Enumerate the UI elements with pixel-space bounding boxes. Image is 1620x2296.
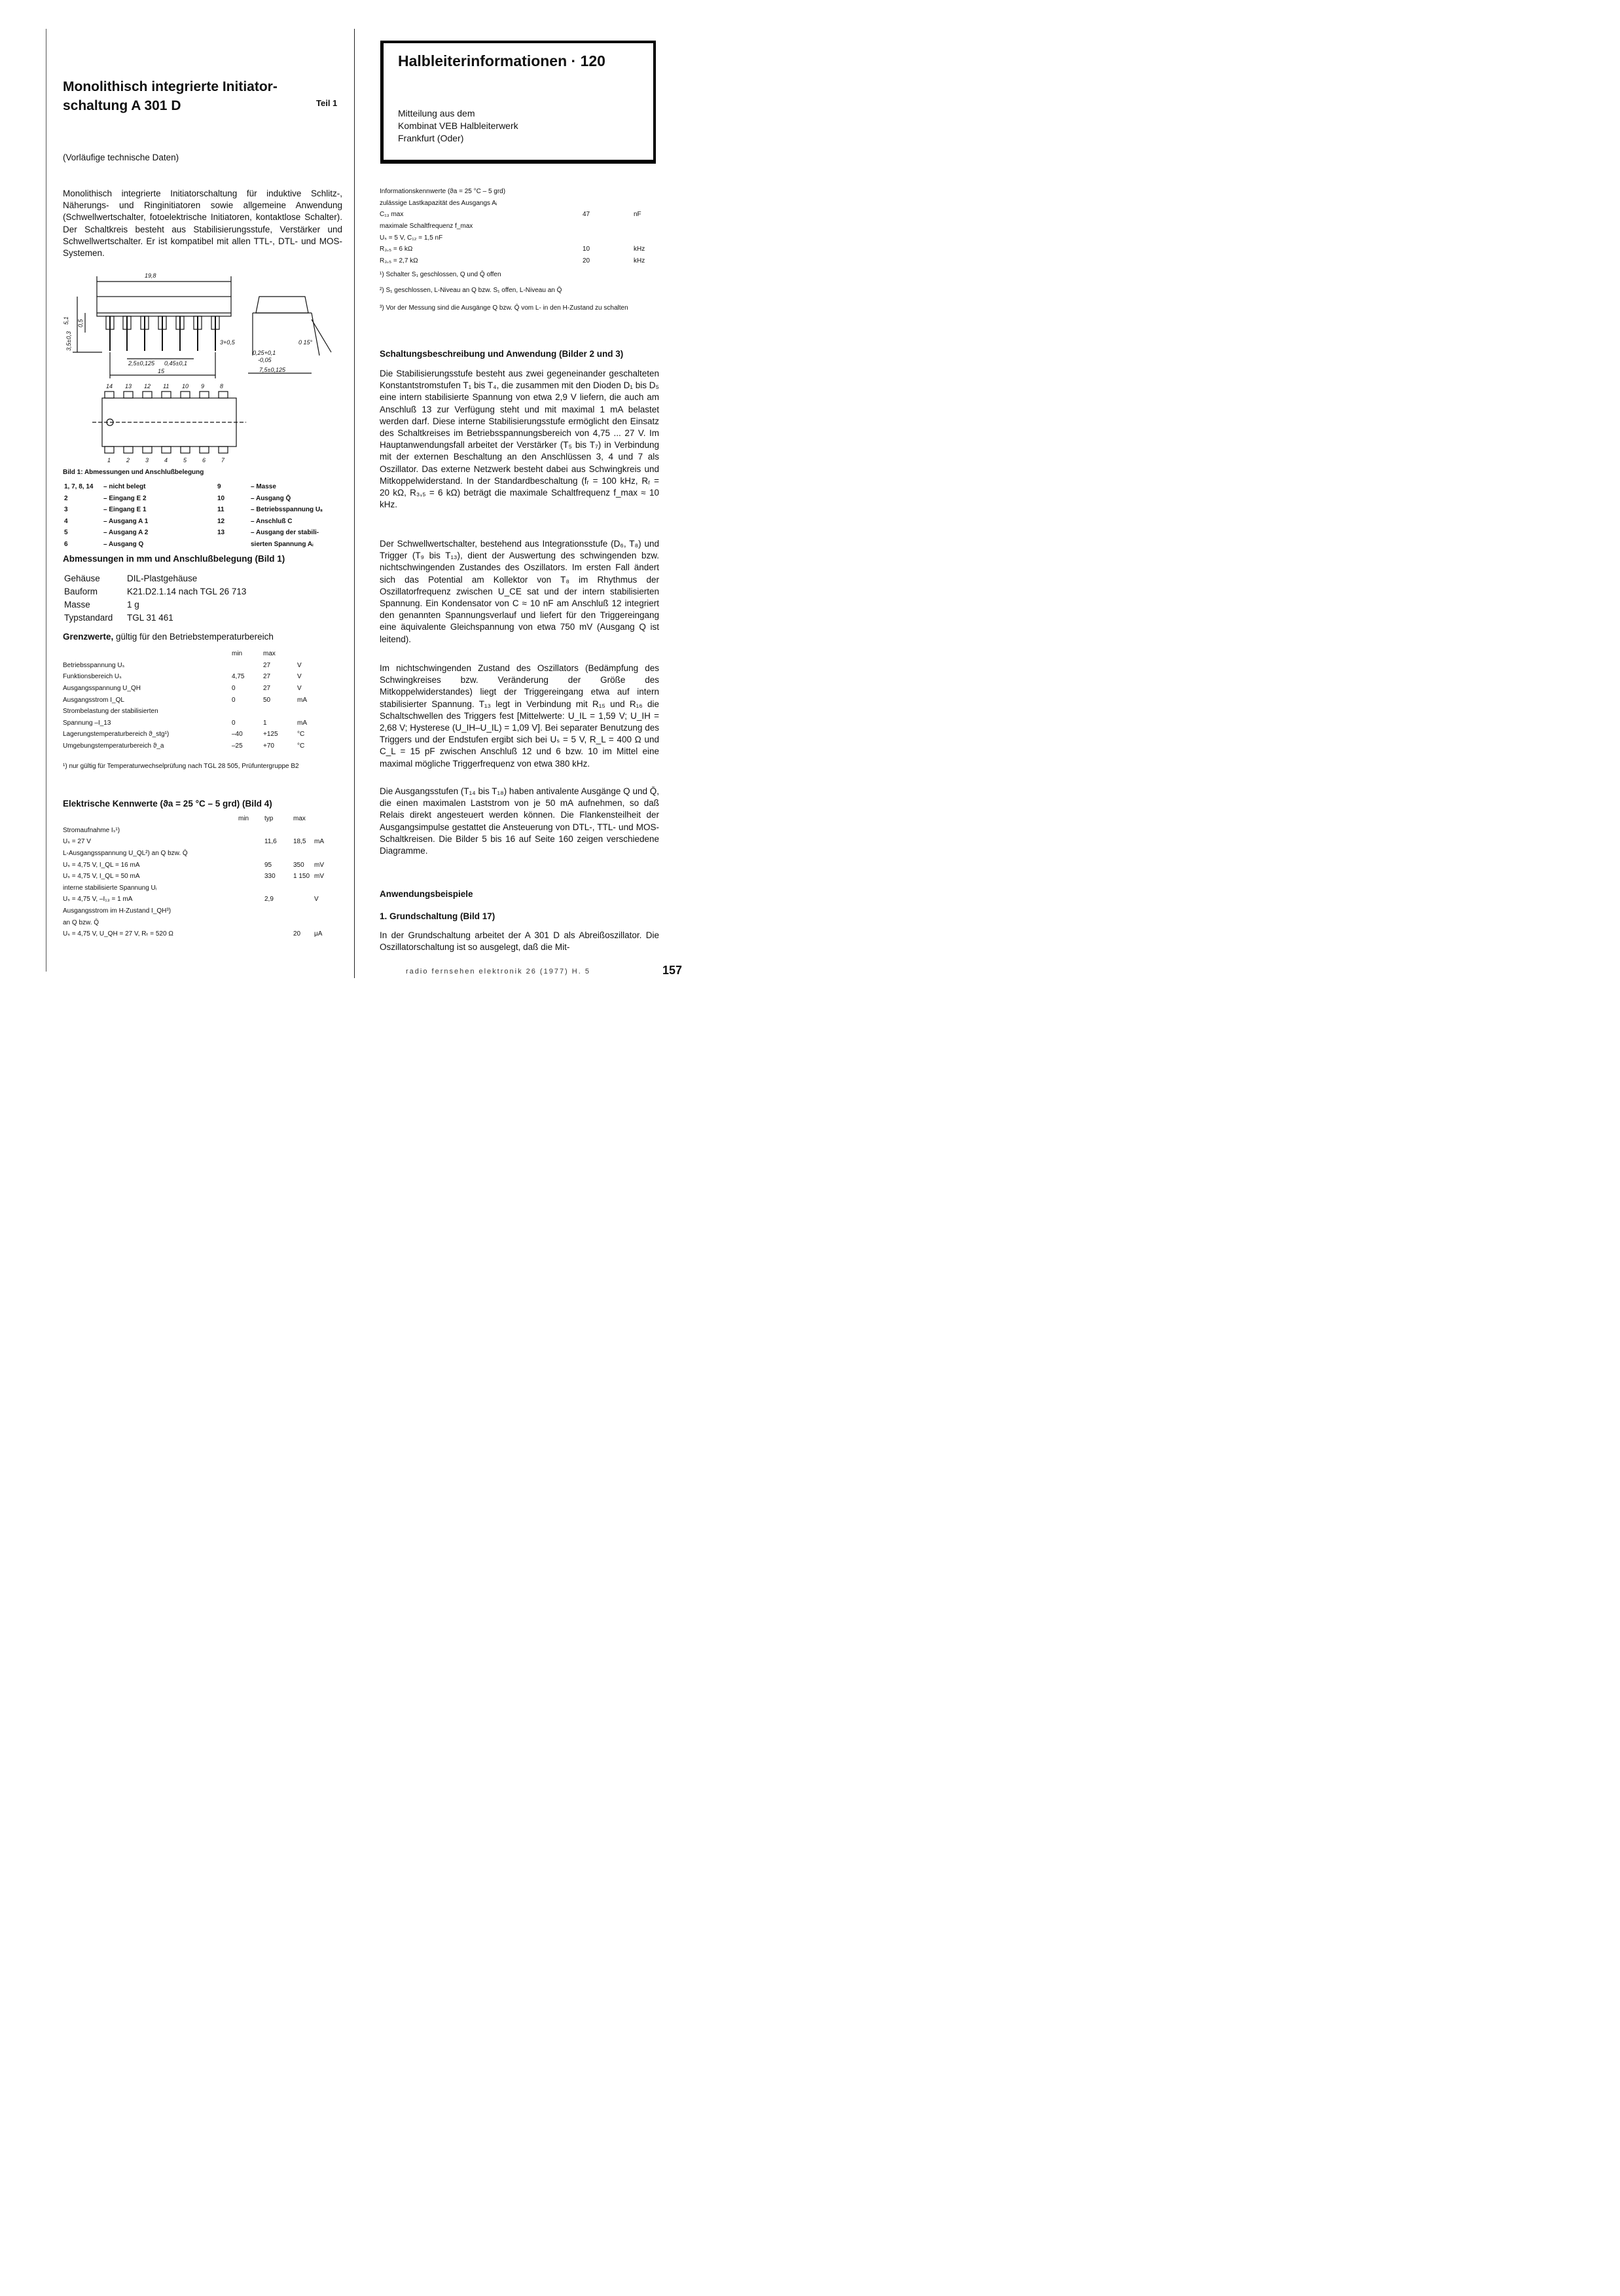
basic-circuit-paragraph: In der Grundschaltung arbeitet der A 301 D als Abreißoszillator. Die Oszillatorschaltung ist so ausgelegt, daß die Mit- <box>380 930 659 953</box>
part-label: Teil 1 <box>316 98 338 108</box>
footnote-1: ¹) Schalter S₁ geschlossen, Q und Q̄ offen <box>380 271 501 278</box>
dim-lead-tolerance: -0,05 <box>258 357 272 363</box>
page-number: 157 <box>662 964 683 977</box>
series-title: Halbleiterinformationen · 120 <box>398 52 605 69</box>
title-line-2: schaltung A 301 D <box>63 98 181 113</box>
description-paragraph-1: Die Stabilisierungsstufe besteht aus zwei gegeneinander geschalteten Konstantstromstufen T₁ bis T₄, die zusammen mit den Dioden D₁ bis D₅ eine intern stabilisierte Spannung von etwa 2,9 V liefern, die auch am Anschluß 13 zur Verfügung steht und mit maximal 1 mA belastet werden darf. Diese interne Stabilisierungsstufe ermöglicht den Einsatz des Schaltkreises im Betriebsspannungsbereich von 4,75 ... 27 V. Im Hauptanwendungsfall arbeitet der Verstärker (T₅ bis T₇) in Verbindung mit der externen Beschaltung an den Anschlüssen 3, 4 und 7 als Oszillator. Das externe Netzwerk besteht dabei aus Schwingkreis und Mitkoppelwiderstand. In der Standardbeschaltung (fᵣ = 100 kHz, Rᵣ = 20 kΩ, R₃,₅ = 6 kΩ) beträgt die maximale Schaltfrequenz f_max ≈ 10 kHz. <box>380 369 659 510</box>
pin-5: 5 <box>183 457 187 464</box>
pin-legend-left: 1, 7, 8, 14 – nicht belegt 9 2 – Eingang E 2 10 3 – Eingang E 1 11 4 – Ausgang A 1 12 5 – Ausgang A 2 13 6 – Ausgang Q <box>64 483 225 548</box>
pin-2: 2 <box>126 457 130 464</box>
electrical-header: Elektrische Kennwerte (ϑa = 25 °C – 5 grd) (Bild 4) <box>63 799 272 809</box>
pin-1: 1 <box>107 457 111 464</box>
intro-paragraph: Monolithisch integrierte Initiatorschaltung für induktive Schlitz-, Näherungs- und Ringinitiatoren sowie allgemeine Anwendung (Schwellwertschalter, fotoelektrische Initiatoren, kontaktlose Schalter). Der Schaltkreis besteht aus Stabilisierungsstufe, Verstärker und Schwellwertschalter. Er ist kompatibel mit allen TTL-, DTL- und MOS-Systemen. <box>63 189 342 259</box>
pin-8: 8 <box>220 383 224 390</box>
footnote-3: ³) Vor der Messung sind die Ausgänge Q bzw. Q̄ vom L- in den H-Zustand zu schalten <box>380 304 628 312</box>
info-values-table: Informationskennwerte (ϑa = 25 °C – 5 grd) zulässige Lastkapazität des Ausgangs Aᵢ C₁₃ max 47 nF maximale Schaltfrequenz f_max Uₛ = 5 V, C₁₂ = 1,5 nF R₃,₅ = 6 kΩ 10 kHz R₃,₅ = 2,7 kΩ 20 kHz <box>380 188 645 264</box>
section-examples-header: Anwendungsbeispiele <box>380 889 473 899</box>
article-title <box>63 77 351 115</box>
dim-length: 19,8 <box>145 272 156 279</box>
dimensions-table: Gehäuse DIL-Plastgehäuse Bauform K21.D2.1.14 nach TGL 26 713 Masse 1 g Typstandard TGL 31 461 <box>64 573 247 623</box>
dim-lead-thickness: 0,25+0,1 <box>253 350 276 356</box>
dim-offset: 0,5 <box>77 319 84 327</box>
dim-pin-length: 3,5±0,3 <box>65 331 72 351</box>
dim-pin-width: 0,45±0,1 <box>164 360 187 367</box>
dim-span: 15 <box>158 368 165 374</box>
dimensions-header: Abmessungen in mm und Anschlußbelegung (Bild 1) <box>63 554 285 564</box>
dim-pin-end: 3+0,5 <box>220 339 235 346</box>
limits-header: Grenzwerte, gültig für den Betriebstemperaturbereich <box>63 632 274 642</box>
pin-13: 13 <box>125 383 132 390</box>
section-description-header: Schaltungsbeschreibung und Anwendung (Bilder 2 und 3) <box>380 349 624 359</box>
dim-height: 5,1 <box>63 316 69 325</box>
column-divider <box>354 29 355 978</box>
pin-10: 10 <box>182 383 189 390</box>
limits-footnote: ¹) nur gültig für Temperaturwechselprüfung nach TGL 28 505, Prüfuntergruppe B2 <box>63 763 299 770</box>
package-dimension-drawing <box>63 267 351 467</box>
series-header-box <box>380 41 656 164</box>
description-paragraph-4: Die Ausgangsstufen (T₁₄ bis T₁₈) haben antivalente Ausgänge Q und Q̄, die einen maximalen Laststrom von je 50 mA aufnehmen, so daß Relais direkt angesteuert werden können. Die Flankensteilheit der Ausgangsimpulse gestattet die Ansteuerung von DTL-, TTL- und MOS-Schaltkreisen. Die Bilder 5 bis 16 auf Seite 160 zeigen verschiedene Diagramme. <box>380 786 659 856</box>
journal-footer: radio fernsehen elektronik 26 (1977) H. 5 <box>406 968 590 975</box>
electrical-table: min typ max Stromaufnahme Iₛ¹) Uₛ = 27 V 11,6 18,5 mA L-Ausgangsspannung U_QL²) an Q bzw. Q̄ Uₛ = 4,75 V, I_QL = 16 mA 95 350 mV Uₛ = 4,75 V, I_QL = 50 mA 330 1 150 mV interne stabilisierte Spannung Uᵢ Uₛ = 4,75 V, –I₁₃ = 1 mA 2,9 V Ausgangsstrom im H-Zustand I_QH³) an Q bzw. Q̄ Uₛ = 4,75 V, U_QH = 27 V, Rₜ = 520 Ω 20 μA <box>63 815 324 938</box>
dim-row-spacing: 7,5±0,125 <box>259 367 285 373</box>
subtitle: (Vorläufige technische Daten) <box>63 153 179 162</box>
section-basic-circuit-header: 1. Grundschaltung (Bild 17) <box>380 911 495 921</box>
title-line-1: Monolithisch integrierte Initiator- <box>63 79 278 94</box>
pin-4: 4 <box>164 457 168 464</box>
pin-11: 11 <box>163 383 170 390</box>
limits-table: min max Betriebsspannung Uₛ 27 V Funktionsbereich Uₛ 4,75 27 V Ausgangsspannung U_QH 0 27 V Ausgangsstrom I_QL 0 50 mA Strombelastung der stabilisierten Spannung –I_13 0 1 mA Lagerungstemperaturbereich ϑ_stg¹) –40 +125 °C Umgebungstemperaturbereich ϑ_a –25 +70 °C <box>63 650 307 750</box>
pin-7: 7 <box>221 457 225 464</box>
pin-legend-right: – Masse – Ausgang Q̄ – Betriebsspannung Uₛ – Anschluß C – Ausgang der stabili- sierten Spannung Aᵢ <box>251 483 323 548</box>
dim-angle: 0 15° <box>298 339 313 346</box>
pin-9: 9 <box>201 383 205 390</box>
pin-12: 12 <box>144 383 151 390</box>
description-paragraph-2: Der Schwellwertschalter, bestehend aus Integrationsstufe (D₆, T₈) und Trigger (T₉ bis T₁₃), dient der Auswertung des schwingenden bzw. nichtschwingenden Zustandes des Oszillators. Im ersten Fall ändert sich das Potential am Kollektor von T₈ im Rhythmus der Oszillatorfrequenz zwischen U_CE sat und der intern stabilisierten Spannung. Ein Kondensator von C ≈ 10 nF am Anschluß 12 integriert den genannten Spannungsverlauf und liefert für den Triggereingang eine äquivalente Gleichspannung von etwa 750 mV (Ausgang Q ist leitend). <box>380 539 659 644</box>
pin-14: 14 <box>106 383 113 390</box>
series-source: Mitteilung aus dem Kombinat VEB Halbleiterwerk Frankfurt (Oder) <box>398 108 518 143</box>
description-paragraph-3: Im nichtschwingenden Zustand des Oszillators (Bedämpfung des Schwingkreises bzw. Veränderung der Größe des Mitkoppelwiderstandes) liegt der Triggereingang etwa auf intern stabilisierter Spannung. T₁₃ legt in Verbindung mit R₁₅ und R₁₆ die Schaltschwellen des Triggers fest [Mittelwerte: U_IL = 1,59 V; U_IH = 2,68 V; Hysterese (U_IH–U_IL) = 1,09 V]. Bei separater Benutzung des Triggers und der Endstufen ergibt sich bei Uₛ = 5 V, R_L = 400 Ω und C_L = 15 pF zwischen Anschluß 12 und 6 bzw. 10 im Mittel eine maximal mögliche Triggerfrequenz von etwa 380 kHz. <box>380 663 659 769</box>
pin-3: 3 <box>145 457 149 464</box>
pin-6: 6 <box>202 457 206 464</box>
footnote-2: ²) S₁ geschlossen, L-Niveau an Q bzw. S₁ offen, L-Niveau an Q̄ <box>380 287 562 294</box>
figure-1-caption: Bild 1: Abmessungen und Anschlußbelegung <box>63 469 204 476</box>
dim-pitch: 2,5±0,125 <box>128 360 154 367</box>
